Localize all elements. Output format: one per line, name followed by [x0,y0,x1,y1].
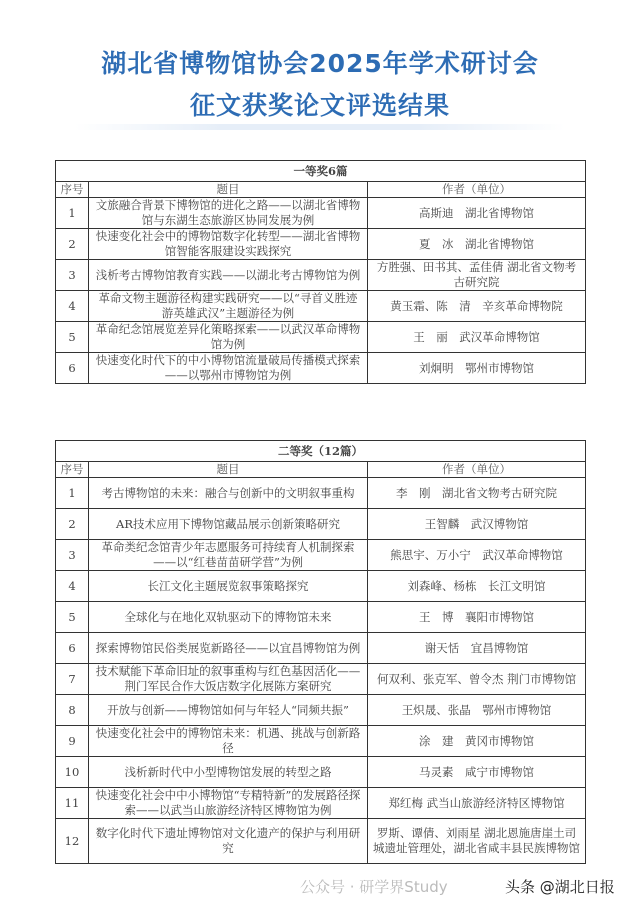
paper-title: 快速变化社会中的博物馆未来：机遇、挑战与创新路径 [89,726,368,757]
paper-title: 革命文物主题游径构建实践研究——以“寻首义胜迹 游英雄武汉”主题游径为例 [89,291,368,322]
table-row [56,726,586,757]
paper-title: 浅析考古博物馆教育实践——以湖北考古博物馆为例 [89,260,368,291]
toutiao-watermark: 头条 @湖北日报 [505,878,615,896]
paper-author: 王 丽 武汉革命博物馆 [368,322,586,353]
row-number: 5 [56,602,89,633]
row-number: 4 [56,571,89,602]
row-number: 5 [56,322,89,353]
paper-author: 刘炯明 鄂州市博物馆 [368,353,586,384]
row-number: 12 [56,819,89,864]
table-row [56,757,586,788]
row-number: 2 [56,229,89,260]
table-row [56,819,586,864]
second-prize-table [55,440,586,864]
paper-author: 方胜强、田书其、孟佳倩 湖北省文物考古研究院 [368,260,586,291]
table-row [56,695,586,726]
paper-title: 文旅融合背景下博物馆的进化之路——以湖北省博物馆与东湖生态旅游区协同发展为例 [89,198,368,229]
col-author: 作者（单位） [368,462,586,478]
row-number: 7 [56,664,89,695]
row-number: 6 [56,353,89,384]
paper-title: AR技术应用下博物馆藏品展示创新策略研究 [89,509,368,540]
col-author: 作者（单位） [368,182,586,198]
table-row [56,260,586,291]
paper-title: 技术赋能下革命旧址的叙事重构与红色基因活化——荆门军民合作大饭店数字化展陈方案研究 [89,664,368,695]
row-number: 3 [56,540,89,571]
paper-title: 探索博物馆民俗类展览新路径——以宜昌博物馆为例 [89,633,368,664]
row-number: 9 [56,726,89,757]
row-number: 2 [56,509,89,540]
paper-title: 革命纪念馆展览差异化策略探索——以武汉革命博物馆为例 [89,322,368,353]
row-number: 6 [56,633,89,664]
paper-title: 革命类纪念馆青少年志愿服务可持续育人机制探索——以“红巷苗苗研学营”为例 [89,540,368,571]
paper-title: 快速变化时代下的中小博物馆流量破局传播模式探索——以鄂州市博物馆为例 [89,353,368,384]
paper-author: 李 刚 湖北省文物考古研究院 [368,478,586,509]
table-row [56,353,586,384]
table-row [56,478,586,509]
row-number: 1 [56,198,89,229]
row-number: 1 [56,478,89,509]
paper-title: 考古博物馆的未来：融合与创新中的文明叙事重构 [89,478,368,509]
table-row [56,664,586,695]
row-number: 4 [56,291,89,322]
table-row [56,322,586,353]
table-row [56,291,586,322]
paper-title: 全球化与在地化双轨驱动下的博物馆未来 [89,602,368,633]
paper-title: 开放与创新——博物馆如何与年轻人“同频共振” [89,695,368,726]
first-prize-table [55,160,586,384]
paper-title: 快速变化社会中中小博物馆“专精特新”的发展路径探索——以武当山旅游经济特区博物馆为例 [89,788,368,819]
table-row [56,540,586,571]
col-title: 题目 [89,182,368,198]
table-row [56,633,586,664]
row-number: 3 [56,260,89,291]
paper-author: 罗斯、谭倩、刘雨星 湖北恩施唐崖土司城遗址管理处，湖北省咸丰县民族博物馆 [368,819,586,864]
table-row [56,788,586,819]
table-caption: 二等奖（12篇） [56,441,586,462]
paper-author: 谢天恬 宜昌博物馆 [368,633,586,664]
paper-author: 夏 冰 湖北省博物馆 [368,229,586,260]
paper-author: 何双利、张克军、曾令杰 荆门市博物馆 [368,664,586,695]
paper-author: 熊思宇、万小宁 武汉革命博物馆 [368,540,586,571]
title-underline [75,124,565,130]
col-title: 题目 [89,462,368,478]
row-number: 10 [56,757,89,788]
table-row [56,198,586,229]
page-title: 湖北省博物馆协会2025年学术研讨会 [101,49,539,78]
table-row [56,229,586,260]
wechat-watermark: 公众号 · 研学界Study [300,878,448,896]
col-no: 序号 [56,462,89,478]
paper-author: 王炽晟、张晶 鄂州市博物馆 [368,695,586,726]
row-number: 8 [56,695,89,726]
paper-author: 高斯迪 湖北省博物馆 [368,198,586,229]
paper-title: 数字化时代下遗址博物馆对文化遗产的保护与利用研究 [89,819,368,864]
paper-author: 刘森峰、杨栋 长江文明馆 [368,571,586,602]
paper-author: 王智麟 武汉博物馆 [368,509,586,540]
row-number: 11 [56,788,89,819]
paper-author: 王 博 襄阳市博物馆 [368,602,586,633]
paper-title: 长江文化主题展览叙事策略探究 [89,571,368,602]
table-row [56,602,586,633]
paper-author: 涂 建 黄冈市博物馆 [368,726,586,757]
table-row [56,509,586,540]
table-caption: 一等奖6篇 [56,161,586,182]
col-no: 序号 [56,182,89,198]
paper-author: 郑红梅 武当山旅游经济特区博物馆 [368,788,586,819]
page-subtitle: 征文获奖论文评选结果 [189,91,450,120]
paper-title: 快速变化社会中的博物馆数字化转型——湖北省博物馆智能客服建设实践探究 [89,229,368,260]
paper-author: 黄玉霜、陈 清 辛亥革命博物院 [368,291,586,322]
paper-title: 浅析新时代中小型博物馆发展的转型之路 [89,757,368,788]
paper-author: 马灵素 咸宁市博物馆 [368,757,586,788]
table-row [56,571,586,602]
